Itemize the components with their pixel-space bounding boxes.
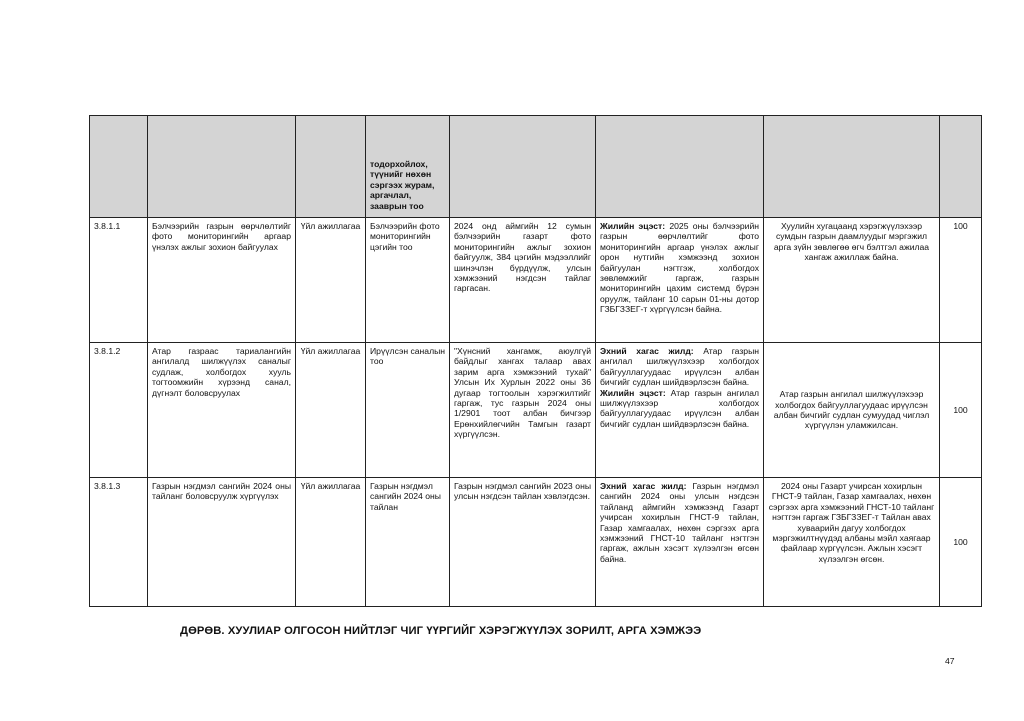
header-cell xyxy=(596,116,764,218)
expected-text: 2025 оны бэлчээрийн газрын өөрчлөлтийг фото мониторингийн аргаар үнэлэх ажлыг орон нутгийн хэмжээнд зохион байгуулан нэгтгэж, холбогдох зөвлөмжийг гаргаж, газрын мониторингийн цахим системд бүрэн оруулж, тайланг 10 сарын 01-ны дотор ГЗБГЗЗЕГ-т хүргүүлсэн байна. xyxy=(600,221,759,315)
table-header-row xyxy=(90,116,982,218)
row-result: 2024 онд аймгийн 12 сумын бэлчээрийн газарт фото мониторингийн ажлыг зохион байгуулж, 384 цэгийн мэдээллийг шинэчлэн бүрдүүлж, улсын хэмжээний нэгдсэн тайлаг гаргасан. xyxy=(450,218,596,343)
expected-label: Эхний хагас жилд: xyxy=(600,481,687,491)
row-score: 100 xyxy=(940,343,982,478)
row-id: 3.8.1.3 xyxy=(90,478,148,607)
row-assessment: Атар газрын ангилал шилжүүлэхээр холбогдох байгууллагуудаас ирүүлсэн албан бичгийг судлан сумуудад чиглэл хүргүүлэн уламжилсан. xyxy=(764,343,940,478)
expected-text: Атар газрын ангилал шилжүүлэхээр холбогдох байгууллагуудаас ирүүлсэн албан бичгийг судлан шийдвэрлэсэн байна. xyxy=(600,387,759,429)
row-expected xyxy=(596,478,764,607)
header-cell xyxy=(90,116,148,218)
expected-label: Жилийн эцэст: xyxy=(600,387,666,398)
row-score: 100 xyxy=(940,478,982,607)
row-action: Газрын нэгдмэл сангийн 2024 оны тайланг боловсруулж хүргүүлэх xyxy=(148,478,296,607)
row-type: Үйл ажиллагаа xyxy=(296,343,366,478)
expected-text: Газрын нэгдмэл сангийн 2024 оны улсын нэгдсэн тайланд аймгийн хэмжээнд Газарт учирсан хохирлын ГНСТ-9 тайлан, Газар хамгаалах, нөхөн сэргээх арга хэмжээний ГНСТ-10 тайланг нэгтгэн гаргаж, ажлын хэсэгт хүлээлгэн өгсөн байна. xyxy=(600,481,759,564)
row-id: 3.8.1.2 xyxy=(90,343,148,478)
row-indicator: Бэлчээрийн фото мониторингийн цэгийн тоо xyxy=(366,218,450,343)
header-cell xyxy=(148,116,296,218)
header-cell xyxy=(940,116,982,218)
row-expected xyxy=(596,218,764,343)
header-cell xyxy=(296,116,366,218)
expected-text: Атар газрын ангилал шилжүүлэхээр холбогдох байгууллагуудаас ирүүлсэн албан бичгийг судлан шийдвэрлэсэн байна. xyxy=(600,346,759,388)
action-plan-table xyxy=(89,115,982,607)
table-row xyxy=(90,343,982,478)
header-cell xyxy=(764,116,940,218)
row-id: 3.8.1.1 xyxy=(90,218,148,343)
row-score: 100 xyxy=(940,218,982,343)
row-type: Үйл ажиллагаа xyxy=(296,218,366,343)
table-row xyxy=(90,478,982,607)
expected-label: Жилийн эцэст: xyxy=(600,221,666,231)
row-expected xyxy=(596,343,764,478)
expected-label: Эхний хагас жилд: xyxy=(600,346,694,356)
row-assessment: Хуулийн хугацаанд хэрэгжүүлэхээр сумдын газрын даамлуудыг мэргэжил арга зүйн зөвлөгөө өгч бэлтгэл ажилаа хангаж ажиллаж байна. xyxy=(764,218,940,343)
header-cell xyxy=(450,116,596,218)
row-type: Үйл ажиллагаа xyxy=(296,478,366,607)
row-indicator: Газрын нэгдмэл сангийн 2024 оны тайлан xyxy=(366,478,450,607)
row-action: Бэлчээрийн газрын өөрчлөлтийг фото мониторингийн аргаар үнэлэх ажлыг зохион байгуулах xyxy=(148,218,296,343)
section-title: ДӨРӨВ. ХУУЛИАР ОЛГОСОН НИЙТЛЭГ ЧИГ ҮҮРГИЙГ ХЭРЭГЖҮҮЛЭХ ЗОРИЛТ, АРГА ХЭМЖЭЭ xyxy=(180,625,702,637)
row-result: Газрын нэгдмэл сангийн 2023 оны улсын нэгдсэн тайлан хэвлэгдсэн. xyxy=(450,478,596,607)
page-number: 47 xyxy=(945,656,955,666)
table-row xyxy=(90,218,982,343)
row-indicator: Ирүүлсэн саналын тоо xyxy=(366,343,450,478)
row-result: "Хүнсний хангамж, аюулгүй байдлыг хангах талаар авах зарим арга хэмжээний тухай" Улсын Их Хурлын 2022 оны 36 дугаар тогтоолын хэрэгжилтийг гаргаж, тус газрын 2024 оны 1/2901 тоот албан бичгээр Ерөнхийлөгчийн Тамгын газарт хүргүүлсэн. xyxy=(450,343,596,478)
header-cell-indicator: тодорхойлох, түүнийг нөхөн сэргээх журам, аргачлал, зааврын тоо xyxy=(366,116,450,218)
row-assessment: 2024 оны Газарт учирсан хохирлын ГНСТ-9 тайлан, Газар хамгаалах, нөхөн сэргээх арга хэмжээний ГНСТ-10 тайланг нэгтгэн гаргаж ГЗБГЗЗЕГ-т Тайлан авах хуваарийн дагуу холбогдох мэргэжилтнүүдэд албаны мэйл хаягаар файлаар хүргүүлсэн. Ажлын хэсэгт хүлээлгэн өгсөн. xyxy=(764,478,940,607)
row-action: Атар газраас тариалангийн ангилалд шилжүүлэх саналыг судлаж, холбогдох хууль тогтоомжийн хүрээнд санал, дүгнэлт боловсруулах xyxy=(148,343,296,478)
